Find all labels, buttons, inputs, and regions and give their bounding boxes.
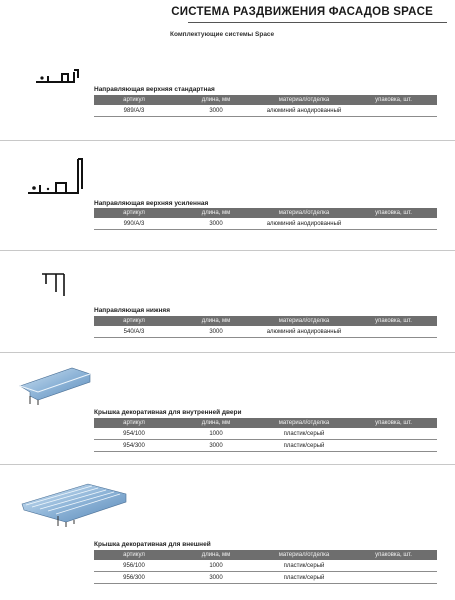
section-divider: [0, 464, 455, 465]
table-row: [94, 105, 437, 117]
cell-article: 954/100: [94, 428, 174, 440]
column-header-material: материал/отделка: [258, 95, 350, 105]
cell-material: пластик/серый: [258, 428, 350, 440]
column-header-material: материал/отделка: [258, 208, 350, 218]
section-title: Крышка декоративная для внешней: [94, 541, 211, 548]
spec-table: [94, 418, 437, 452]
upper-reinforced-rail-profile-icon: [26, 155, 88, 201]
column-header-article: артикул: [94, 550, 174, 560]
page-subtitle: Комплектующие системы Space: [170, 31, 275, 38]
column-header-material: материал/отделка: [258, 316, 350, 326]
cell-pack: [350, 428, 437, 440]
section-divider: [0, 352, 455, 353]
cell-pack: [350, 218, 437, 230]
spec-table: [94, 316, 437, 338]
table-row: [94, 428, 437, 440]
table-row: [94, 326, 437, 338]
column-header-material: материал/отделка: [258, 550, 350, 560]
table-row: [94, 440, 437, 452]
column-header-article: артикул: [94, 418, 174, 428]
column-header-pack: упаковка, шт.: [350, 550, 437, 560]
spec-table: [94, 95, 437, 117]
column-header-pack: упаковка, шт.: [350, 208, 437, 218]
table-header-row: [94, 550, 437, 560]
cell-pack: [350, 326, 437, 338]
cell-length: 3000: [174, 105, 258, 117]
page-title: СИСТЕМА РАЗДВИЖЕНИЯ ФАСАДОВ SPACE: [171, 6, 433, 18]
cell-article: 956/300: [94, 572, 174, 584]
cell-article: 990/А/3: [94, 218, 174, 230]
cell-article: 954/300: [94, 440, 174, 452]
section-divider: [0, 140, 455, 141]
column-header-pack: упаковка, шт.: [350, 95, 437, 105]
cell-length: 3000: [174, 572, 258, 584]
cell-material: пластик/серый: [258, 440, 350, 452]
column-header-material: материал/отделка: [258, 418, 350, 428]
table-header-row: [94, 418, 437, 428]
section-divider: [0, 250, 455, 251]
column-header-article: артикул: [94, 95, 174, 105]
table-row: [94, 560, 437, 572]
table-header-row: [94, 316, 437, 326]
exterior-door-cover-icon: [18, 478, 132, 528]
table-header-row: [94, 95, 437, 105]
column-header-pack: упаковка, шт.: [350, 418, 437, 428]
cell-article: 956/100: [94, 560, 174, 572]
column-header-length: длина, мм: [174, 418, 258, 428]
section-title: Направляющая верхняя стандартная: [94, 86, 215, 93]
section-title: Направляющая верхняя усиленная: [94, 200, 209, 207]
cell-pack: [350, 572, 437, 584]
cell-length: 3000: [174, 218, 258, 230]
table-row: [94, 218, 437, 230]
cell-pack: [350, 440, 437, 452]
cell-material: пластик/серый: [258, 572, 350, 584]
cell-pack: [350, 105, 437, 117]
cell-material: алюминий анодированный: [258, 105, 350, 117]
cell-article: 989/А/3: [94, 105, 174, 117]
spec-table: [94, 550, 437, 584]
upper-standard-rail-profile-icon: [34, 64, 84, 88]
column-header-length: длина, мм: [174, 95, 258, 105]
interior-door-cover-icon: [18, 364, 94, 406]
cell-length: 1000: [174, 560, 258, 572]
cell-length: 1000: [174, 428, 258, 440]
cell-length: 3000: [174, 440, 258, 452]
cell-article: 540/А/3: [94, 326, 174, 338]
table-header-row: [94, 208, 437, 218]
section-title: Крышка декоративная для внутренней двери: [94, 409, 242, 416]
column-header-article: артикул: [94, 316, 174, 326]
section-title: Направляющая нижняя: [94, 307, 171, 314]
cell-material: алюминий анодированный: [258, 218, 350, 230]
cell-length: 3000: [174, 326, 258, 338]
cell-material: пластик/серый: [258, 560, 350, 572]
lower-rail-profile-icon: [40, 270, 70, 298]
cell-material: алюминий анодированный: [258, 326, 350, 338]
spec-table: [94, 208, 437, 230]
cell-pack: [350, 560, 437, 572]
column-header-length: длина, мм: [174, 550, 258, 560]
table-row: [94, 572, 437, 584]
header-rule: [188, 22, 447, 23]
column-header-pack: упаковка, шт.: [350, 316, 437, 326]
column-header-length: длина, мм: [174, 208, 258, 218]
column-header-length: длина, мм: [174, 316, 258, 326]
column-header-article: артикул: [94, 208, 174, 218]
page-header: [0, 0, 455, 26]
